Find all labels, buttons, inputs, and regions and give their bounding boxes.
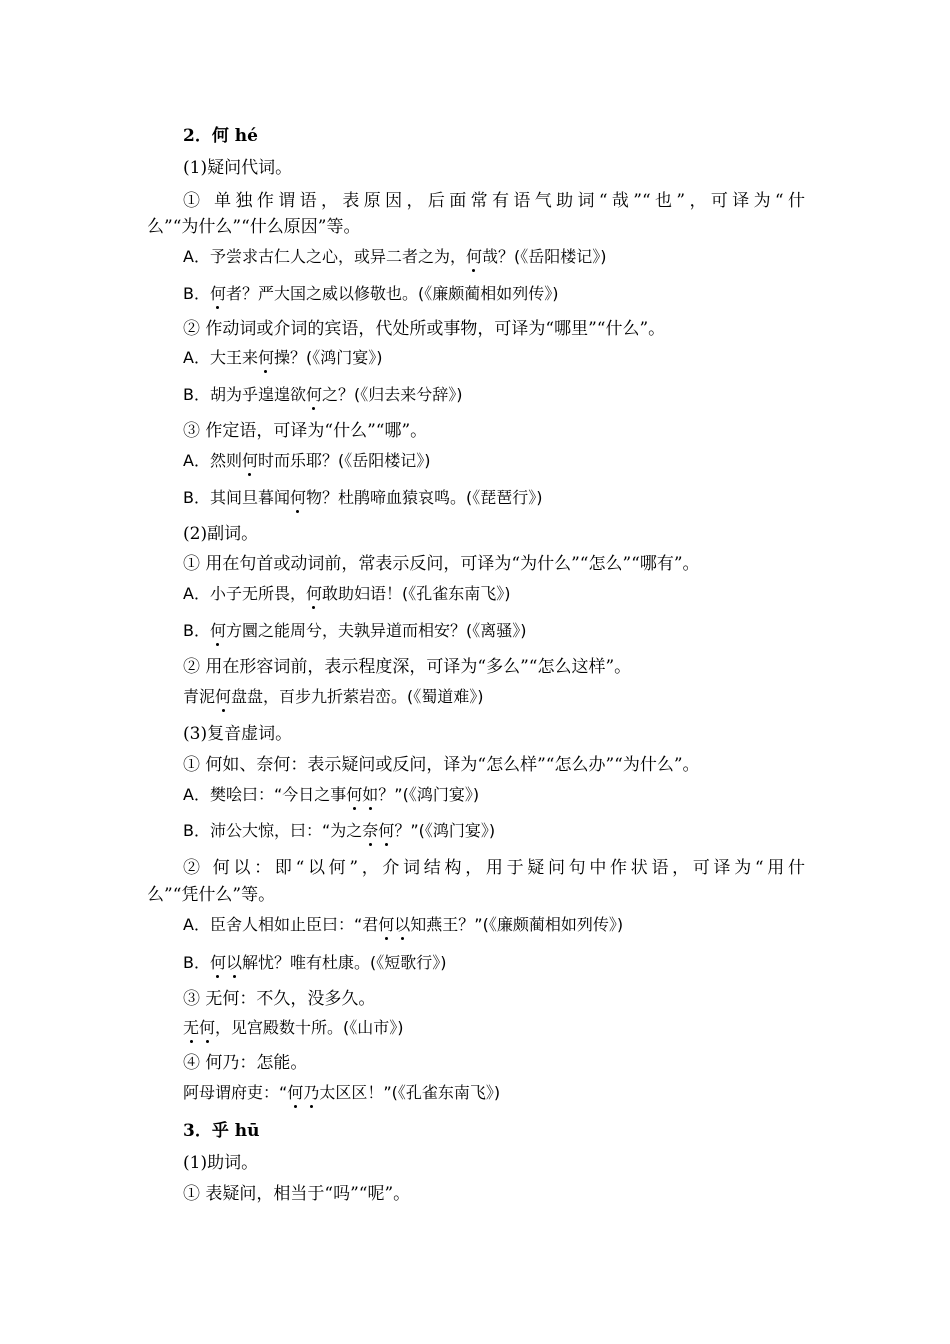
example: 青泥何盘盘，百步九折萦岩峦。(《蜀道难》) <box>183 687 484 706</box>
emphasized-char: 何 <box>199 1018 216 1037</box>
explanation: ① 何如、奈何：表示疑问或反问，译为“怎么样”“怎么办”“为什么”。 <box>183 755 700 775</box>
emphasized-char: 何 <box>305 385 322 404</box>
emphasized-char: 何 <box>215 687 232 706</box>
emphasized-char: 何 <box>289 488 306 507</box>
explanation: ④ 何乃：怎能。 <box>183 1053 308 1073</box>
example: B．何以解忧？唯有杜康。(《短歌行》) <box>183 953 447 972</box>
subheading: (1)助词。 <box>183 1153 259 1173</box>
emphasized-char: 奈 <box>362 821 379 840</box>
emphasized-char: 以 <box>394 915 411 934</box>
example: B．其间旦暮闻何物？杜鹃啼血猿哀鸣。(《琵琶行》) <box>183 488 543 507</box>
subheading: (3)复音虚词。 <box>183 724 293 744</box>
emphasized-char: 何 <box>346 785 363 804</box>
explanation: ① 用在句首或动词前，常表示反问，可译为“为什么”“怎么”“哪有”。 <box>183 554 700 574</box>
section-heading-hu: 3．乎 hū <box>183 1121 260 1141</box>
example: B．胡为乎遑遑欲何之？(《归去来兮辞》) <box>183 385 463 404</box>
example: A．大王来何操？(《鸿门宴》) <box>183 348 383 367</box>
example: A．樊哙曰：“今日之事何如？”(《鸿门宴》) <box>183 785 480 804</box>
emphasized-char: 乃 <box>303 1083 320 1102</box>
emphasized-char: 何 <box>378 915 395 934</box>
emphasized-char: 何 <box>257 348 274 367</box>
emphasized-char: 以 <box>226 953 243 972</box>
emphasized-char: 何 <box>287 1083 304 1102</box>
example: A．予尝求古仁人之心，或异二者之为，何哉？(《岳阳楼记》) <box>183 247 607 266</box>
explanation: ③ 无何：不久，没多久。 <box>183 989 376 1009</box>
explanation-continued: 么”“为什么”“什么原因”等。 <box>147 217 361 237</box>
explanation: ② 作动词或介词的宾语，代处所或事物，可译为“哪里”“什么”。 <box>183 319 666 339</box>
explanation: ③ 作定语，可译为“什么”“哪”。 <box>183 421 428 441</box>
example: A．小子无所畏，何敢助妇语！(《孔雀东南飞》) <box>183 584 511 603</box>
section-heading-he: 2．何 hé <box>183 126 258 146</box>
emphasized-char: 何 <box>465 247 482 266</box>
explanation: ① 单独作谓语，表原因，后面常有语气助词“哉”“也”，可译为“什 <box>183 191 805 211</box>
example: 无何，见宫殿数十所。(《山市》) <box>183 1018 404 1037</box>
emphasized-char: 何 <box>305 584 322 603</box>
example: B．沛公大惊，曰：“为之奈何？”(《鸿门宴》) <box>183 821 496 840</box>
subheading: (1)疑问代词。 <box>183 158 293 178</box>
example: A．然则何时而乐耶？(《岳阳楼记》) <box>183 451 431 470</box>
emphasized-char: 何 <box>209 953 226 972</box>
subheading: (2)副词。 <box>183 524 259 544</box>
example: 阿母谓府吏：“何乃太区区！”(《孔雀东南飞》) <box>183 1083 501 1102</box>
emphasized-char: 何 <box>241 451 258 470</box>
emphasized-char: 无 <box>183 1018 200 1037</box>
explanation: ② 用在形容词前，表示程度深，可译为“多么”“怎么这样”。 <box>183 657 632 677</box>
emphasized-char: 如 <box>362 785 379 804</box>
emphasized-char: 何 <box>378 821 395 840</box>
explanation: ② 何以：即“以何”，介词结构，用于疑问句中作状语，可译为“用什 <box>183 858 805 878</box>
explanation: ① 表疑问，相当于“吗”“呢”。 <box>183 1184 411 1204</box>
emphasized-char: 何 <box>209 621 226 640</box>
example: B．何者？严大国之威以修敬也。(《廉颇蔺相如列传》) <box>183 284 559 303</box>
example: A．臣舍人相如止臣曰：“君何以知燕王？”(《廉颇蔺相如列传》) <box>183 915 624 934</box>
emphasized-char: 何 <box>209 284 226 303</box>
explanation-continued: 么”“凭什么”等。 <box>147 885 276 905</box>
example: B．何方圜之能周兮，夫孰异道而相安？(《离骚》) <box>183 621 527 640</box>
